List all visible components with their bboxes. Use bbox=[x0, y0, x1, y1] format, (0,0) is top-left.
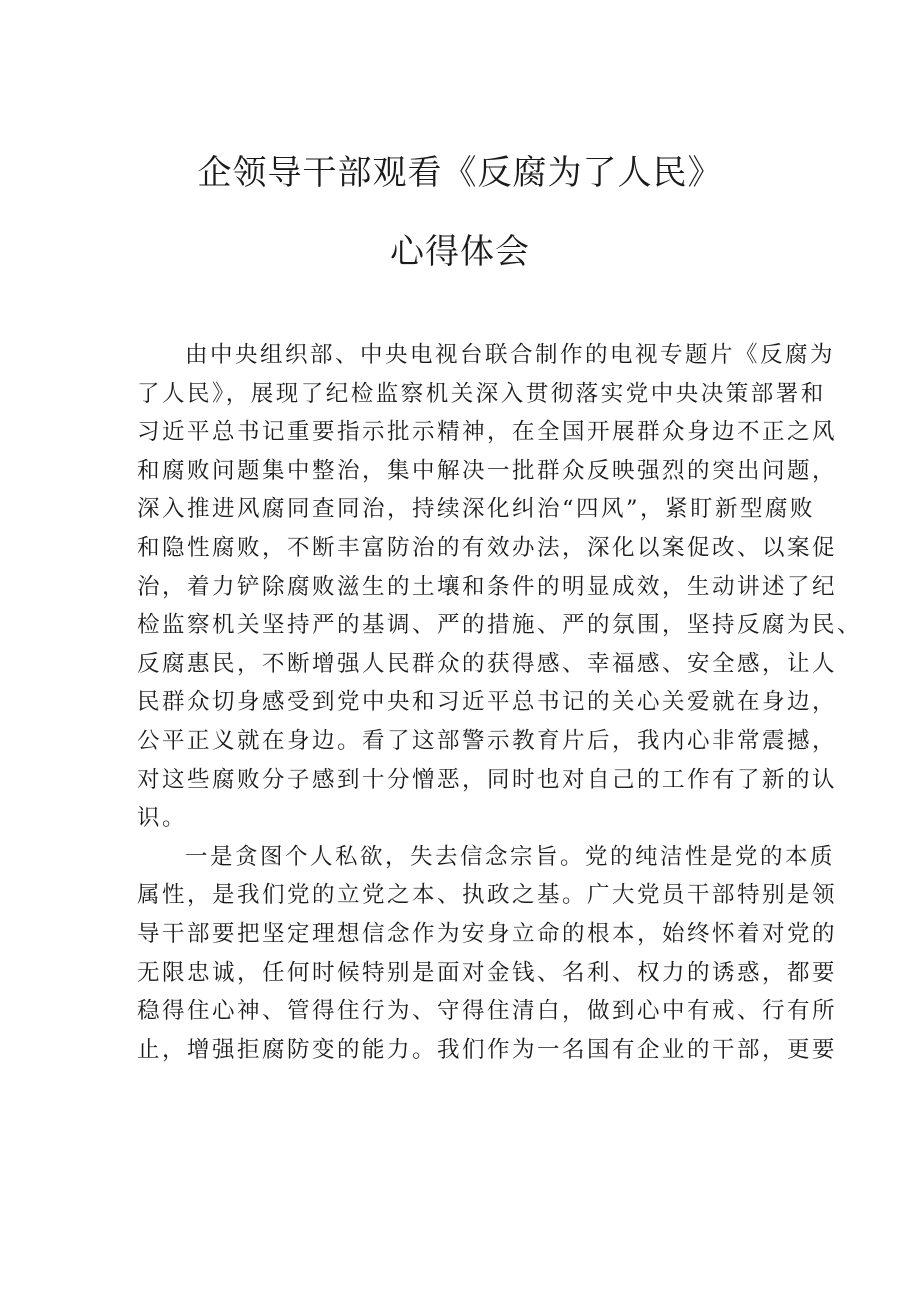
paragraph-line: 反腐惠民，不断增强人民群众的获得感、幸福感、安全感，让人 bbox=[137, 650, 838, 677]
paragraph-line: 一是贪图个人私欲，失去信念宗旨。党的纯洁性是党的本质 bbox=[185, 843, 836, 870]
paragraph-line: 无限忠诚，任何时候特别是面对金钱、名利、权力的诱惑，都要 bbox=[137, 959, 838, 986]
paragraph-line: 习近平总书记重要指示批示精神，在全国开展群众身边不正之风 bbox=[137, 419, 838, 446]
paragraph-line: 和腐败问题集中整治，集中解决一批群众反映强烈的突出问题， bbox=[137, 457, 838, 484]
paragraph-line: 和隐性腐败，不断丰富防治的有效办法，深化以案促改、以案促 bbox=[137, 534, 838, 561]
paragraph-line: 对这些腐败分子感到十分憎恶，同时也对自己的工作有了新的认 bbox=[137, 766, 838, 793]
document-title-line-2: 心得体会 bbox=[390, 232, 530, 272]
paragraph-line: 民群众切身感受到党中央和习近平总书记的关心关爱就在身边， bbox=[137, 689, 838, 716]
paragraph-line: 检监察机关坚持严的基调、严的措施、严的氛围，坚持反腐为民、 bbox=[137, 612, 863, 639]
paragraph-line: 由中央组织部、中央电视台联合制作的电视专题片《反腐为 bbox=[185, 342, 836, 368]
paragraph-line: 导干部要把坚定理想信念作为安身立命的根本，始终怀着对党的 bbox=[137, 920, 838, 947]
paragraph-1 bbox=[137, 336, 863, 838]
paragraph-line: 了人民》，展现了纪检监察机关深入贯彻落实党中央决策部署和 bbox=[137, 380, 826, 407]
paragraph-2 bbox=[137, 838, 838, 1070]
paragraph-line: 止，增强拒腐防变的能力。我们作为一名国有企业的干部，更要 bbox=[137, 1036, 838, 1063]
paragraph-line: 稳得住心神、管得住行为、守得住清白，做到心中有戒、行有所 bbox=[137, 998, 838, 1025]
paragraph-line: 识。 bbox=[137, 805, 188, 832]
document-title-line-1: 企领导干部观看《反腐为了人民》 bbox=[197, 153, 723, 193]
paragraph-line: 深入推进风腐同查同治，持续深化纠治“四风”，紧盯新型腐败 bbox=[137, 496, 816, 523]
paragraph-line: 公平正义就在身边。看了这部警示教育片后，我内心非常震撼， bbox=[137, 727, 838, 754]
document-body bbox=[137, 336, 863, 1069]
paragraph-line: 治，着力铲除腐败滋生的土壤和条件的明显成效，生动讲述了纪 bbox=[137, 573, 838, 600]
paragraph-line: 属性，是我们党的立党之本、执政之基。广大党员干部特别是领 bbox=[137, 882, 838, 909]
